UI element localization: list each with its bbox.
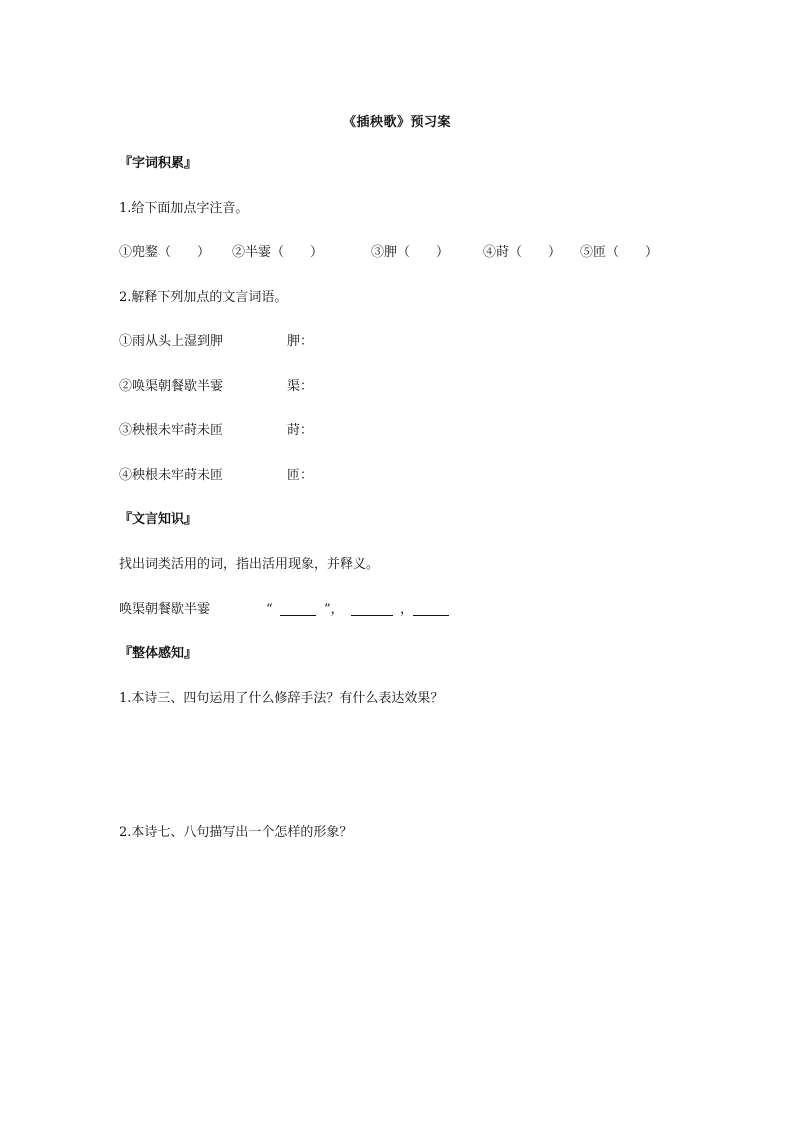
classical-instruction: 找出词类活用的词，指出活用现象，并释义。 <box>119 557 380 572</box>
close-quote: ”， <box>324 602 344 617</box>
definition-phrase: ①雨从头上湿到胛 <box>119 334 224 349</box>
definition-row <box>119 422 379 440</box>
page-title: 《插秧歌》预习案 <box>342 115 451 130</box>
pinyin-item-3: ③胛（ ） <box>371 245 450 260</box>
definition-key: 匝： <box>287 468 314 483</box>
definition-key: 胛： <box>287 334 314 349</box>
answer-blank-phenomenon[interactable] <box>351 603 393 616</box>
pinyin-item-2: ②半霎（ ） <box>232 245 324 260</box>
word-usage-sentence: 唤渠朝餐歇半霎 <box>119 602 211 617</box>
pinyin-item-4: ④莳（ ） <box>483 245 562 260</box>
perception-question-1: 1.本诗三、四句运用了什么修辞手法？有什么表达效果？ <box>119 691 444 706</box>
definition-phrase: ④秧根未牢莳未匝 <box>119 468 224 483</box>
definition-phrase: ③秧根未牢莳未匝 <box>119 423 224 438</box>
word-usage-row <box>119 601 459 619</box>
section-heading-vocabulary: 『字词积累』 <box>119 156 198 171</box>
pinyin-item-5: ⑤匝（ ） <box>580 245 659 260</box>
perception-question-2: 2.本诗七、八句描写出一个怎样的形象？ <box>119 825 353 840</box>
definition-row <box>119 378 379 396</box>
open-quote: “ <box>266 602 273 617</box>
definition-row <box>119 333 379 351</box>
pinyin-item-1: ①兜鍪（ ） <box>119 245 211 260</box>
section-heading-overall-perception: 『整体感知』 <box>119 646 198 661</box>
question-1-prompt: 1.给下面加点字注音。 <box>119 201 249 216</box>
definition-key: 莳： <box>287 423 314 438</box>
definition-key: 渠： <box>287 379 314 394</box>
separator-comma: ， <box>400 602 414 617</box>
answer-blank-meaning[interactable] <box>413 603 449 616</box>
answer-blank-word[interactable] <box>280 603 316 616</box>
pinyin-items-row <box>119 244 679 262</box>
question-2-prompt: 2.解释下列加点的文言词语。 <box>119 290 288 305</box>
definition-row <box>119 467 379 485</box>
section-heading-classical-knowledge: 『文言知识』 <box>119 512 198 527</box>
definition-phrase: ②唤渠朝餐歇半霎 <box>119 379 224 394</box>
